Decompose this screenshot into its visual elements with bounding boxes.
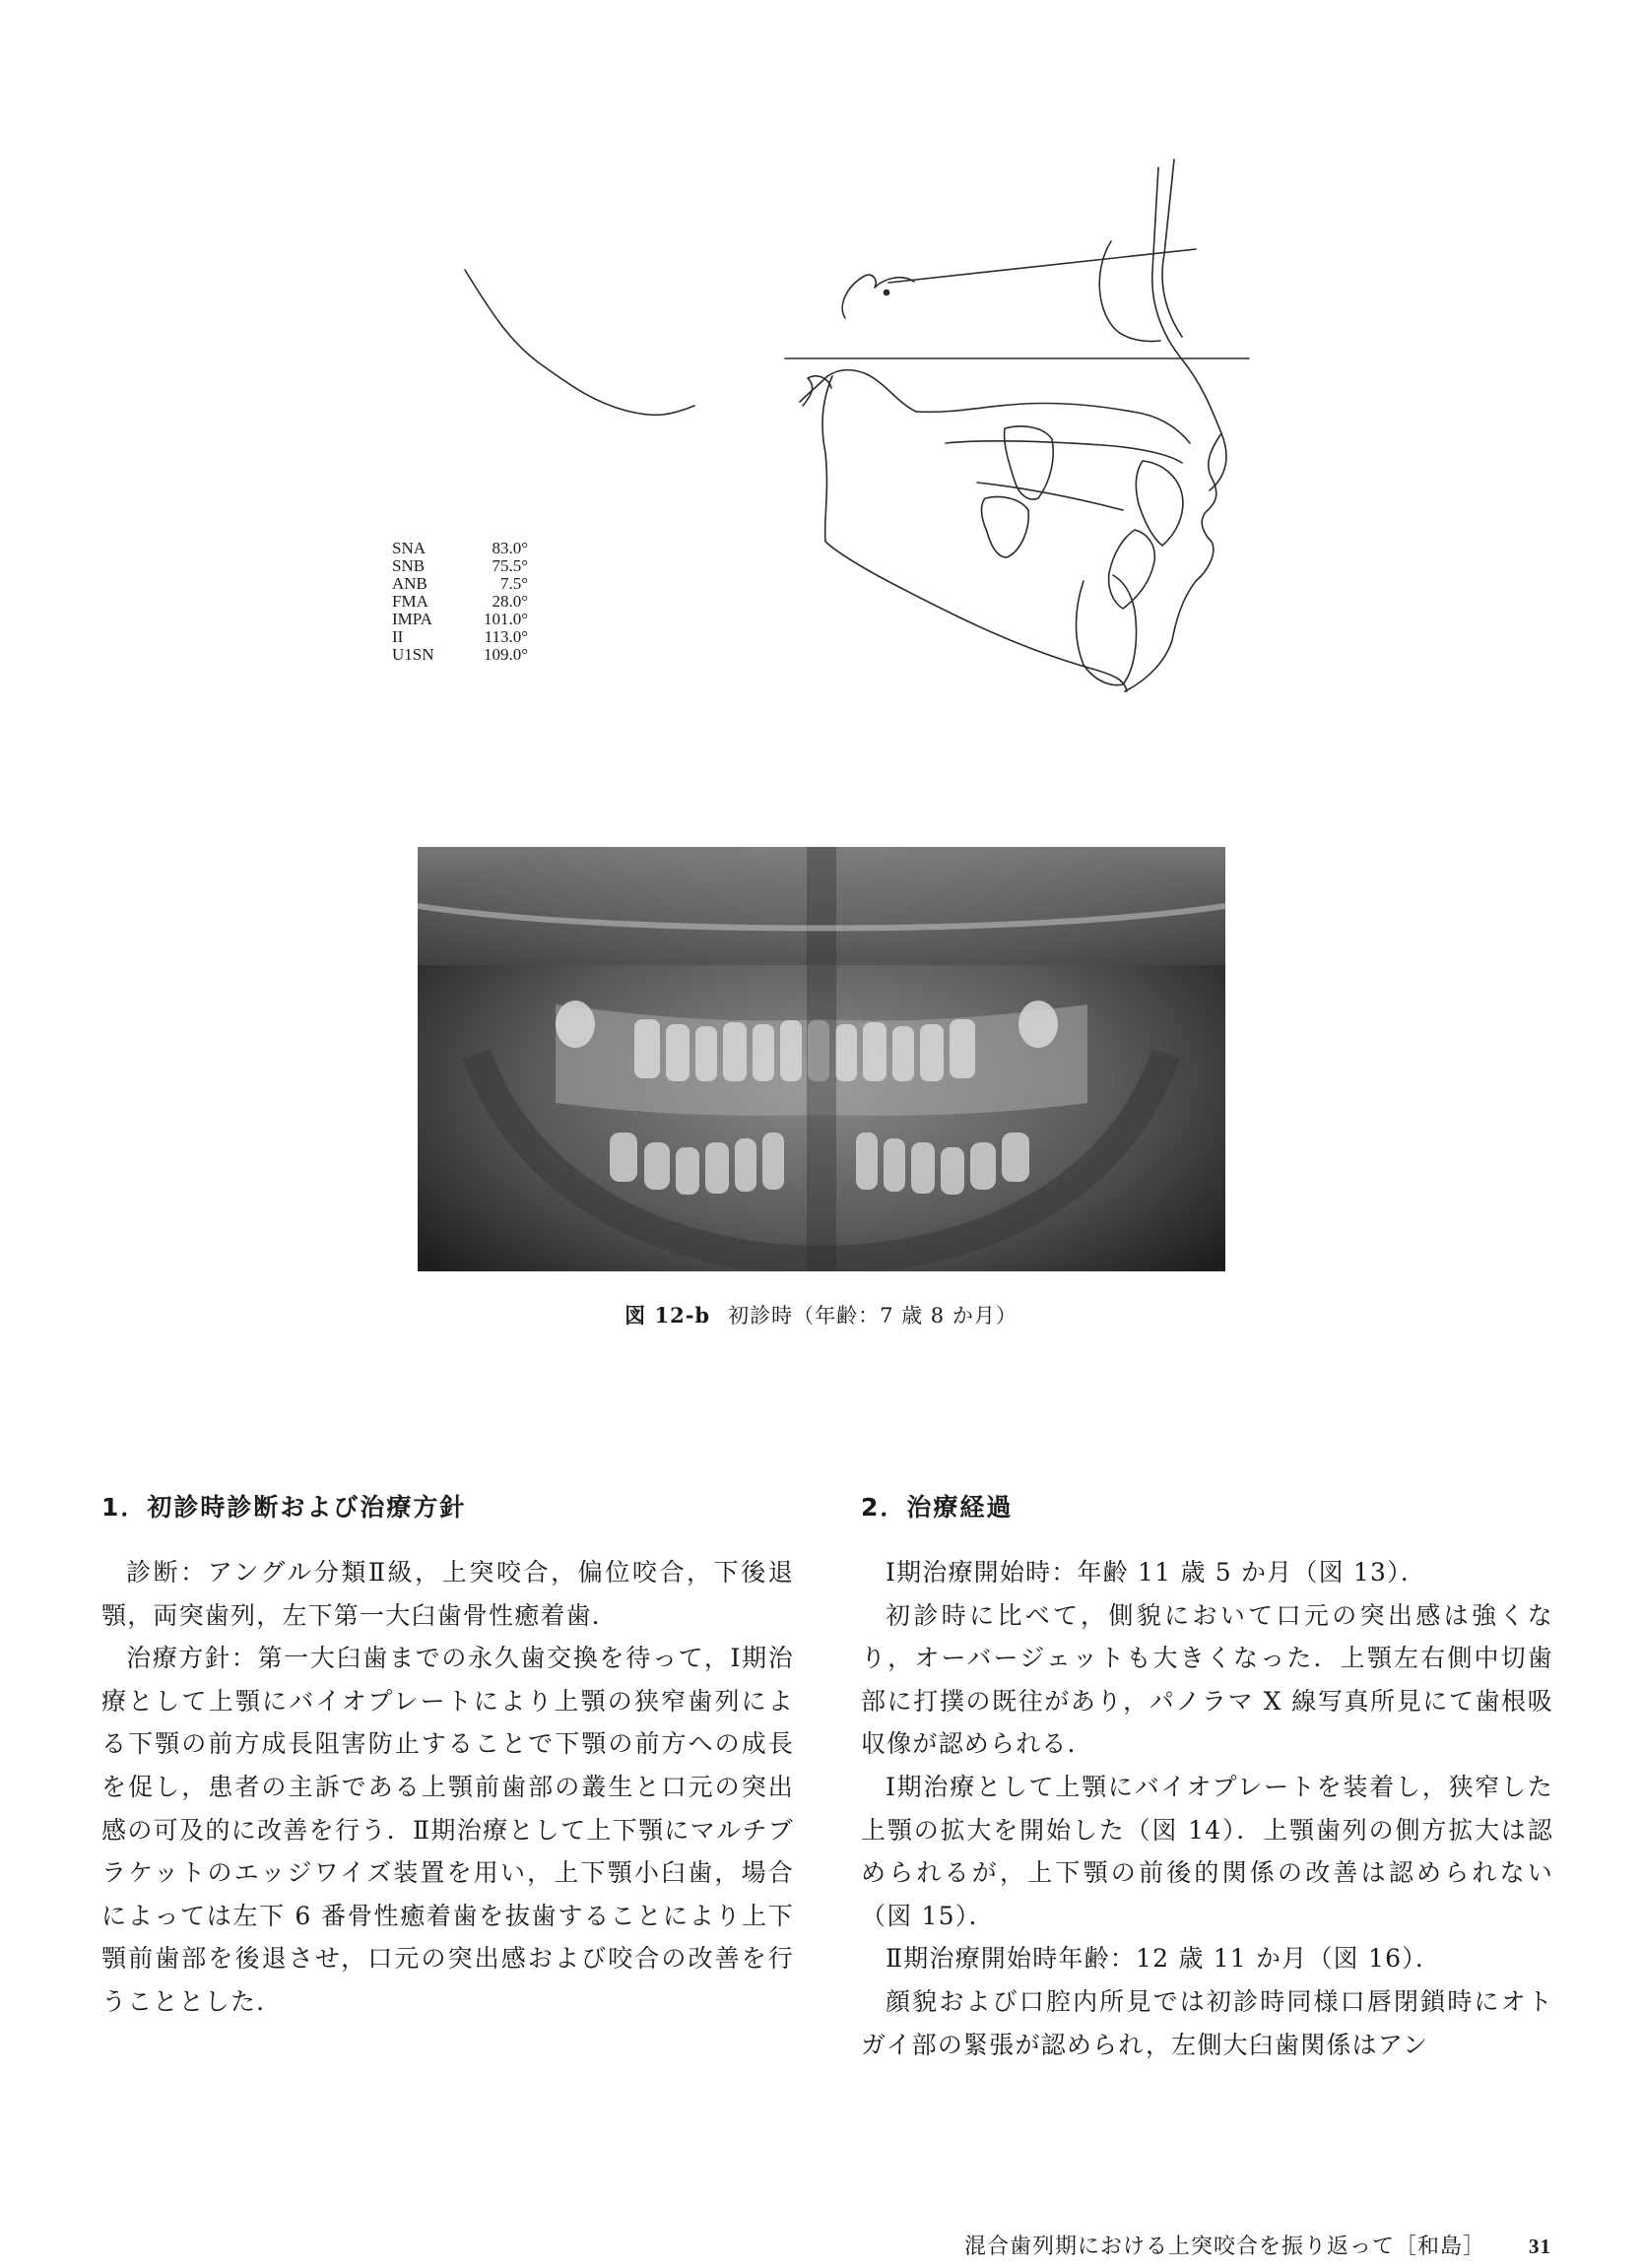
measurement-value: 7.5° <box>499 574 528 593</box>
measurement-label: SNA <box>392 539 427 557</box>
lower-incisor <box>1109 530 1155 609</box>
right-column <box>861 1490 1553 2066</box>
measurement-row <box>392 540 528 557</box>
measurement-label: FMA <box>392 592 428 611</box>
measurement-label: ANB <box>392 574 427 593</box>
symphysis <box>1077 575 1137 685</box>
left-column <box>101 1490 794 2024</box>
cephalometric-measurements-table <box>392 540 528 664</box>
frontal-bone <box>1162 160 1182 337</box>
measurement-label: SNB <box>392 556 426 575</box>
measurement-label: U1SN <box>392 645 434 664</box>
measurement-value: 109.0° <box>483 645 528 664</box>
measurement-value: 83.0° <box>492 539 528 557</box>
page-footer <box>964 2230 1551 2260</box>
measurement-label: IMPA <box>392 610 432 628</box>
cephalometric-tracing <box>433 148 1281 729</box>
section-2-paragraph: Ⅱ期治療開始時年齢：12 歳 11 か月（図 16）． <box>886 1944 1442 1974</box>
section-2-paragraph: Ⅰ期治療として上顎にバイオプレートを装着し，狭窄した上顎の拡大を開始した（図 14）．上顎歯列の側方拡大は認められるが，上下顎の前後的関係の改善は認められない（図 15）． <box>861 1772 1553 1930</box>
page-number: 31 <box>1529 2235 1551 2258</box>
section-2-paragraph: Ⅰ期治療開始時：年齢 11 歳 5 か月（図 13）． <box>886 1558 1427 1587</box>
measurement-row <box>392 646 528 664</box>
lower-molar <box>981 497 1028 558</box>
figure-caption-text: 初診時（年齢：7 歳 8 か月） <box>728 1304 1018 1328</box>
palatal-plane <box>946 441 1182 463</box>
soft-tissue-profile <box>1125 433 1221 691</box>
measurement-value: 101.0° <box>483 610 528 628</box>
cranial-base-outline <box>465 270 694 415</box>
section-2-paragraph: 顔貌および口腔内所見では初診時同様口唇閉鎖時にオトガイ部の緊張が認められ，左側大臼歯関係はアン <box>861 1986 1553 2059</box>
figure-caption <box>0 1300 1642 1329</box>
maxilla-outline <box>916 403 1190 443</box>
panoramic-xray-image <box>418 847 1225 1271</box>
section-1-title: 1．初診時診断および治療方針 <box>101 1493 467 1522</box>
section-2-title: 2．治療経過 <box>861 1493 1014 1522</box>
figure-number: 図 12-b <box>624 1303 711 1328</box>
section-1-paragraph: 治療方針：第一大臼歯までの永久歯交換を待って，Ⅰ期治療として上顎にバイオプレートにより上顎の狭窄歯列による下顎の前方成長阻害防止することで下顎の前方への成長を促し，患者の主訴である上顎前歯部の叢生と口元の突出感の可及的に改善を行う．Ⅱ期治療として上下顎にマルチブラケットのエッジワイズ装置を用い，上下顎小臼歯，場合によっては左下 6 番骨性癒着歯を抜歯することにより上下顎前歯部を後退させ，口元の突出感および咬合の改善を行うこととした． <box>101 1644 794 2016</box>
section-2-paragraph: 初診時に比べて，側貌において口元の突出感は強くなり，オーバージェットも大きくなった．上顎左右側中切歯部に打撲の既往があり，パノラマ X 線写真所見にて歯根吸収像が認められる． <box>861 1600 1553 1759</box>
running-title: 混合歯列期における上突咬合を振り返って［和島］ <box>963 2235 1485 2259</box>
mandible-outline <box>822 376 1127 691</box>
measurement-value: 28.0° <box>492 592 528 611</box>
upper-molar <box>1005 426 1054 499</box>
section-1-paragraph: 診断：アングル分類Ⅱ級，上突咬合，偏位咬合，下後退顎，両突歯列，左下第一大臼歯骨性癒着歯． <box>101 1558 794 1630</box>
measurement-row <box>392 575 528 593</box>
measurement-row <box>392 611 528 628</box>
sn-line <box>888 249 1196 283</box>
measurement-value: 113.0° <box>484 627 528 646</box>
measurement-row <box>392 628 528 646</box>
measurement-label: II <box>392 627 404 646</box>
sella-point <box>885 291 889 295</box>
measurement-value: 75.5° <box>492 556 528 575</box>
measurement-row <box>392 557 528 575</box>
measurement-row <box>392 593 528 611</box>
